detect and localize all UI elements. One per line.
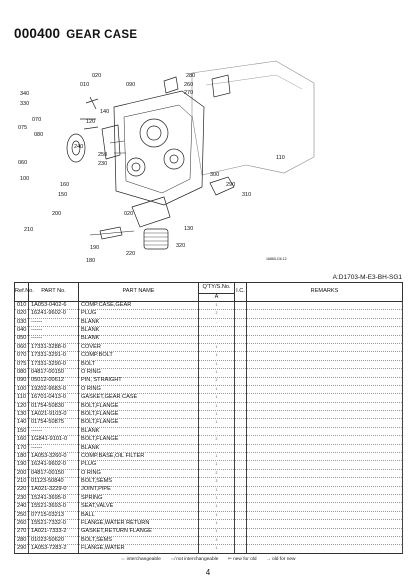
- callout-label: 090: [126, 82, 136, 88]
- section-code: 000400: [14, 26, 61, 41]
- ref-no-cell: 210: [15, 478, 29, 486]
- part-no-cell: ------: [29, 335, 79, 343]
- part-name-cell: BLANK: [79, 427, 199, 435]
- header-remarks: REMARKS: [247, 283, 403, 302]
- ref-no-cell: 120: [15, 402, 29, 410]
- callout-label: 190: [90, 245, 100, 251]
- legend-old-for-new: → old for new: [265, 557, 296, 562]
- remarks-cell: [247, 436, 403, 444]
- callout-label: 210: [24, 227, 34, 233]
- ref-no-cell: 230: [15, 494, 29, 502]
- table-row: [15, 436, 403, 444]
- qty-cell: 2: [199, 436, 235, 444]
- part-name-cell: BOLT,SEMS: [79, 536, 199, 544]
- part-name-cell: GASKET,RETURN FLANGE: [79, 528, 199, 536]
- qty-cell: 1: [199, 453, 235, 461]
- header-part-name: PART NAME: [79, 283, 199, 302]
- part-name-cell: COMP.BOLT: [79, 352, 199, 360]
- callout-label: 290: [226, 182, 236, 188]
- callout-label: 300: [210, 172, 220, 178]
- ic-cell: [235, 520, 247, 528]
- legend-new-for-old: ⇐ new for old: [227, 557, 257, 562]
- part-no-cell: 17331-3288-0: [29, 343, 79, 351]
- ref-no-cell: 220: [15, 486, 29, 494]
- table-row: [15, 360, 403, 368]
- qty-cell: 1: [199, 461, 235, 469]
- remarks-cell: [247, 360, 403, 368]
- table-row: [15, 369, 403, 377]
- ref-no-cell: 280: [15, 536, 29, 544]
- part-no-cell: 01754-50875: [29, 419, 79, 427]
- ic-cell: [235, 511, 247, 519]
- table-row: [15, 343, 403, 351]
- remarks-cell: [247, 335, 403, 343]
- ic-cell: [235, 394, 247, 402]
- qty-cell: 1: [199, 360, 235, 368]
- callout-label: 075: [18, 125, 28, 131]
- callout-label: 120: [86, 119, 96, 125]
- part-no-cell: 01123-50840: [29, 478, 79, 486]
- ref-no-cell: 290: [15, 545, 29, 553]
- ic-cell: [235, 360, 247, 368]
- table-row: [15, 511, 403, 519]
- remarks-cell: [247, 545, 403, 553]
- part-name-cell: BALL: [79, 511, 199, 519]
- ic-cell: [235, 536, 247, 544]
- ic-cell: [235, 444, 247, 452]
- header-ic: I.C.: [235, 283, 247, 302]
- remarks-cell: [247, 453, 403, 461]
- callout-label: 070: [32, 117, 42, 123]
- diagram-code: 16860-Dil-12: [266, 257, 287, 261]
- table-row: [15, 402, 403, 410]
- ic-cell: [235, 385, 247, 393]
- table-row: [15, 545, 403, 553]
- qty-cell: 1: [199, 369, 235, 377]
- part-no-cell: 01023-50620: [29, 536, 79, 544]
- ic-cell: [235, 352, 247, 360]
- part-name-cell: BLANK: [79, 327, 199, 335]
- callout-label: 180: [86, 258, 96, 264]
- qty-cell: -: [199, 327, 235, 335]
- ref-no-cell: 170: [15, 444, 29, 452]
- qty-cell: 1: [199, 352, 235, 360]
- ref-no-cell: 150: [15, 427, 29, 435]
- table-row: [15, 352, 403, 360]
- callout-label: 020: [124, 211, 134, 217]
- ref-no-cell: 180: [15, 453, 29, 461]
- ic-cell: [235, 369, 247, 377]
- part-name-cell: BOLT,FLANGE: [79, 436, 199, 444]
- part-name-cell: BLANK: [79, 318, 199, 326]
- callout-label: 320: [176, 243, 186, 249]
- ref-no-cell: 070: [15, 352, 29, 360]
- table-row: [15, 520, 403, 528]
- callout-label: 250: [98, 152, 108, 158]
- page-number: 4: [205, 568, 211, 577]
- remarks-cell: [247, 503, 403, 511]
- header-qty-column: A: [199, 294, 235, 302]
- part-name-cell: BOLT,FLANGE: [79, 411, 199, 419]
- parts-table-body: [15, 302, 403, 554]
- legend-not-interchangeable: ⇎ not interchangeable: [170, 557, 219, 562]
- ic-cell: [235, 335, 247, 343]
- part-no-cell: ------: [29, 327, 79, 335]
- table-row: [15, 385, 403, 393]
- ic-cell: [235, 545, 247, 553]
- part-name-cell: GASKET,GEAR CASE: [79, 394, 199, 402]
- remarks-cell: [247, 302, 403, 310]
- ref-no-cell: 050: [15, 335, 29, 343]
- part-no-cell: 1G841-9101-0: [29, 436, 79, 444]
- part-name-cell: COVER: [79, 343, 199, 351]
- remarks-cell: [247, 469, 403, 477]
- qty-cell: 1: [199, 402, 235, 410]
- qty-cell: 2: [199, 310, 235, 318]
- part-name-cell: FLANGE,WATER: [79, 545, 199, 553]
- part-name-cell: PLUG: [79, 461, 199, 469]
- remarks-cell: [247, 402, 403, 410]
- callout-label: 110: [276, 155, 285, 161]
- qty-cell: 1: [199, 545, 235, 553]
- ic-cell: [235, 402, 247, 410]
- ref-no-cell: 140: [15, 419, 29, 427]
- ref-no-cell: 060: [15, 343, 29, 351]
- part-no-cell: 15521-3693-0: [29, 503, 79, 511]
- callout-label: 280: [186, 73, 196, 79]
- part-name-cell: O RING: [79, 385, 199, 393]
- callout-label: 260: [184, 82, 194, 88]
- part-no-cell: 1A021-9103-0: [29, 411, 79, 419]
- ic-cell: [235, 478, 247, 486]
- ref-no-cell: 270: [15, 528, 29, 536]
- callout-label: 270: [184, 90, 194, 96]
- qty-cell: 1: [199, 494, 235, 502]
- callout-label: 140: [100, 109, 110, 115]
- ic-cell: [235, 302, 247, 310]
- page-header: [14, 26, 137, 44]
- callout-label: 330: [20, 101, 30, 107]
- diagram-reference: A:D1703-M-E3-BH-SG1: [332, 274, 402, 281]
- part-name-cell: BOLT,SEMS: [79, 478, 199, 486]
- table-row: [15, 444, 403, 452]
- qty-cell: 1: [199, 385, 235, 393]
- part-no-cell: 17331-3291-0: [29, 352, 79, 360]
- table-row: [15, 478, 403, 486]
- qty-cell: -: [199, 427, 235, 435]
- ic-cell: [235, 469, 247, 477]
- part-no-cell: 1A053-0402-6: [29, 302, 79, 310]
- qty-cell: 1: [199, 486, 235, 494]
- part-name-cell: PLUG: [79, 310, 199, 318]
- header-part-no: PART No.: [29, 283, 79, 302]
- part-no-cell: 16241-9602-0: [29, 461, 79, 469]
- part-name-cell: O RING: [79, 369, 199, 377]
- table-row: [15, 411, 403, 419]
- ref-no-cell: 200: [15, 469, 29, 477]
- callout-label: 160: [60, 182, 70, 188]
- part-no-cell: 1A021-7333-2: [29, 528, 79, 536]
- ic-cell: [235, 486, 247, 494]
- table-row: [15, 486, 403, 494]
- table-row: [15, 503, 403, 511]
- ref-no-cell: 020: [15, 310, 29, 318]
- table-row: [15, 327, 403, 335]
- qty-cell: 3: [199, 536, 235, 544]
- part-name-cell: COMP.CASE,GEAR: [79, 302, 199, 310]
- qty-cell: 1: [199, 511, 235, 519]
- ic-cell: [235, 436, 247, 444]
- remarks-cell: [247, 444, 403, 452]
- callout-label: 310: [242, 192, 252, 198]
- table-row: [15, 536, 403, 544]
- remarks-cell: [247, 327, 403, 335]
- ref-no-cell: 190: [15, 461, 29, 469]
- callout-label: 100: [20, 176, 30, 182]
- remarks-cell: [247, 494, 403, 502]
- table-row: [15, 394, 403, 402]
- remarks-cell: [247, 427, 403, 435]
- remarks-cell: [247, 318, 403, 326]
- callout-label: 240: [74, 144, 84, 150]
- ic-cell: [235, 419, 247, 427]
- callout-label: 230: [98, 161, 108, 167]
- callout-label: 130: [184, 226, 194, 232]
- part-name-cell: PIN, STRAIGHT: [79, 377, 199, 385]
- part-name-cell: JOINT,PIPE: [79, 486, 199, 494]
- qty-cell: 2: [199, 377, 235, 385]
- part-no-cell: 04817-00150: [29, 369, 79, 377]
- qty-cell: 1: [199, 343, 235, 351]
- ref-no-cell: 250: [15, 511, 29, 519]
- remarks-cell: [247, 385, 403, 393]
- ic-cell: [235, 427, 247, 435]
- ic-cell: [235, 453, 247, 461]
- part-name-cell: O RING: [79, 469, 199, 477]
- part-no-cell: 16241-9602-0: [29, 310, 79, 318]
- remarks-cell: [247, 528, 403, 536]
- part-no-cell: 04817-00150: [29, 469, 79, 477]
- remarks-cell: [247, 486, 403, 494]
- part-no-cell: 17331-3290-0: [29, 360, 79, 368]
- ref-no-cell: 030: [15, 318, 29, 326]
- callout-label: 200: [52, 211, 62, 217]
- ref-no-cell: 090: [15, 377, 29, 385]
- table-row: [15, 419, 403, 427]
- part-no-cell: 1A053-3260-0: [29, 453, 79, 461]
- part-no-cell: ------: [29, 427, 79, 435]
- callout-label: 080: [34, 132, 44, 138]
- table-row: [15, 310, 403, 318]
- part-no-cell: 07715-03213: [29, 511, 79, 519]
- section-title: GEAR CASE: [66, 29, 138, 41]
- callout-label: 010: [80, 82, 90, 88]
- remarks-cell: [247, 419, 403, 427]
- part-no-cell: 1A021-3229-0: [29, 486, 79, 494]
- ic-cell: [235, 343, 247, 351]
- ic-cell: [235, 494, 247, 502]
- callout-label: 220: [126, 251, 136, 257]
- part-name-cell: SPRING: [79, 494, 199, 502]
- qty-cell: 1: [199, 411, 235, 419]
- header-qty: Q'TY/S.No.: [199, 283, 235, 294]
- remarks-cell: [247, 536, 403, 544]
- callout-label: 020: [92, 73, 102, 79]
- remarks-cell: [247, 511, 403, 519]
- part-no-cell: ------: [29, 318, 79, 326]
- part-name-cell: FLANGE,WATER RETURN: [79, 520, 199, 528]
- part-no-cell: 15521-7332-0: [29, 520, 79, 528]
- part-no-cell: 05012-00612: [29, 377, 79, 385]
- ic-cell: [235, 411, 247, 419]
- part-no-cell: 16701-0413-0: [29, 394, 79, 402]
- part-name-cell: SEAT,VALVE: [79, 503, 199, 511]
- part-no-cell: 19202-9683-0: [29, 385, 79, 393]
- ref-no-cell: 260: [15, 520, 29, 528]
- ic-cell: [235, 327, 247, 335]
- ref-no-cell: 010: [15, 302, 29, 310]
- qty-cell: -: [199, 318, 235, 326]
- callout-label: 340: [20, 91, 30, 97]
- ref-no-cell: 160: [15, 436, 29, 444]
- table-row: [15, 318, 403, 326]
- remarks-cell: [247, 478, 403, 486]
- qty-cell: 1: [199, 394, 235, 402]
- part-no-cell: 15241-3695-0: [29, 494, 79, 502]
- callout-label: 150: [58, 192, 68, 198]
- qty-cell: 3: [199, 478, 235, 486]
- part-name-cell: COMP.BASE,OIL FILTER: [79, 453, 199, 461]
- table-row: [15, 528, 403, 536]
- table-row: [15, 377, 403, 385]
- remarks-cell: [247, 411, 403, 419]
- qty-cell: 1: [199, 520, 235, 528]
- ref-no-cell: 080: [15, 369, 29, 377]
- qty-cell: 1: [199, 528, 235, 536]
- part-no-cell: 1A053-7283-2: [29, 545, 79, 553]
- ref-no-cell: 110: [15, 394, 29, 402]
- ref-no-cell: 040: [15, 327, 29, 335]
- table-row: [15, 302, 403, 310]
- part-name-cell: BLANK: [79, 335, 199, 343]
- remarks-cell: [247, 369, 403, 377]
- remarks-cell: [247, 310, 403, 318]
- ref-no-cell: 100: [15, 385, 29, 393]
- qty-cell: -: [199, 335, 235, 343]
- exploded-parts-diagram: [14, 55, 402, 268]
- part-name-cell: BOLT,FLANGE: [79, 419, 199, 427]
- remarks-cell: [247, 352, 403, 360]
- table-row: [15, 494, 403, 502]
- callout-label: 060: [18, 160, 28, 166]
- part-no-cell: 01754-50830: [29, 402, 79, 410]
- parts-table: [14, 282, 403, 554]
- legend: [0, 557, 416, 562]
- ic-cell: [235, 310, 247, 318]
- qty-cell: 1: [199, 302, 235, 310]
- table-row: [15, 335, 403, 343]
- remarks-cell: [247, 377, 403, 385]
- ref-no-cell: 240: [15, 503, 29, 511]
- table-row: [15, 461, 403, 469]
- part-no-cell: ------: [29, 444, 79, 452]
- part-name-cell: BOLT,FLANGE: [79, 402, 199, 410]
- table-row: [15, 427, 403, 435]
- qty-cell: 1: [199, 503, 235, 511]
- header-ref-no: Ref.No.: [15, 283, 29, 302]
- legend-interchangeable: ⇔ interchangeable: [120, 557, 161, 562]
- remarks-cell: [247, 343, 403, 351]
- remarks-cell: [247, 394, 403, 402]
- qty-cell: 2: [199, 469, 235, 477]
- ic-cell: [235, 377, 247, 385]
- remarks-cell: [247, 520, 403, 528]
- qty-cell: 1: [199, 419, 235, 427]
- ref-no-cell: 130: [15, 411, 29, 419]
- ref-no-cell: 075: [15, 360, 29, 368]
- table-row: [15, 453, 403, 461]
- qty-cell: -: [199, 444, 235, 452]
- ic-cell: [235, 461, 247, 469]
- table-row: [15, 469, 403, 477]
- part-name-cell: BOLT: [79, 360, 199, 368]
- ic-cell: [235, 528, 247, 536]
- ic-cell: [235, 318, 247, 326]
- part-name-cell: BLANK: [79, 444, 199, 452]
- remarks-cell: [247, 461, 403, 469]
- ic-cell: [235, 503, 247, 511]
